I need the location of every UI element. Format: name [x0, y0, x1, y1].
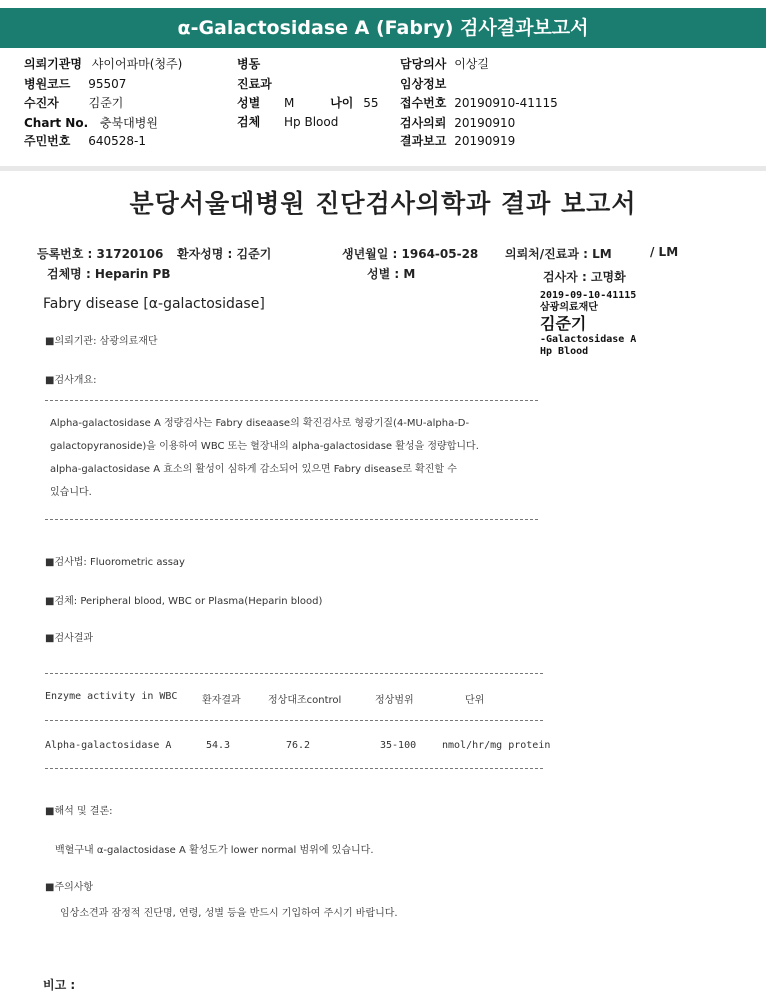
sticker-specimen: Hp Blood	[540, 346, 589, 357]
table-top-rule	[45, 673, 543, 674]
patient-name: 환자성명 : 김준기	[177, 247, 272, 261]
request-date-label: 검사의뢰	[400, 116, 447, 130]
doctor-field	[400, 56, 489, 72]
sticker-test: -Galactosidase A	[540, 334, 637, 345]
overview-line: galactopyranoside)을 이용하여 WBC 또는 혈장내의 alpha-galactosidase 활성을 정량합니다.	[50, 441, 479, 452]
registration-number: 등록번호 : 31720106	[37, 247, 164, 261]
recipient-value: 김준기	[88, 96, 124, 110]
remark-label: 비고 :	[43, 978, 76, 992]
caution-text: 임상소견과 잠정적 진단명, 연령, 성별 등을 반드시 기입하여 주시기 바랍니다.	[60, 908, 398, 919]
birth-date: 생년월일 : 1964-05-28	[342, 247, 479, 261]
institution-label: 의뢰기관명	[24, 57, 82, 71]
method-section: ■검사법: Fluorometric assay	[45, 557, 185, 568]
age-label: 나이	[330, 96, 354, 110]
table-header-unit: 단위	[465, 695, 485, 706]
sex-label: 성별	[237, 96, 261, 110]
request-date-field	[400, 115, 515, 131]
overview-label: ■검사개요:	[45, 375, 97, 386]
institution-section: ■의뢰기관: 삼광의료재단	[45, 336, 158, 347]
chart-no-value: 충북대병원	[99, 116, 158, 130]
id-number-value: 640528-1	[88, 134, 146, 148]
table-cell-control: 76.2	[286, 740, 311, 751]
request-info-header	[0, 48, 766, 168]
sex-age-field	[237, 95, 379, 111]
table-header-control: 정상대조control	[268, 695, 342, 706]
ward-label: 병동	[237, 57, 261, 71]
specimen-field	[237, 114, 338, 130]
id-number-label: 주민번호	[24, 134, 71, 148]
interpretation-label: ■해석 및 결론:	[45, 806, 113, 817]
receipt-value: 20190910-41115	[454, 96, 558, 110]
caution-label: ■주의사항	[45, 882, 94, 893]
test-name: Fabry disease [α-galactosidase]	[43, 296, 265, 312]
receipt-field	[400, 95, 558, 111]
report-date-label: 결과보고	[400, 134, 447, 148]
sticker-receipt-number: 2019-09-10-41115	[540, 290, 637, 301]
overview-line: 있습니다.	[50, 487, 92, 498]
overview-line: Alpha-galactosidase A 정량검사는 Fabry diseaase의 확진검사로 형광기질(4-MU-alpha-D-	[50, 418, 470, 429]
table-header-enzyme: Enzyme activity in WBC	[45, 691, 178, 702]
dept-label: 진료과	[237, 77, 272, 91]
table-header-range: 정상범위	[375, 695, 414, 706]
id-number-field	[24, 133, 146, 149]
table-header-result: 환자결과	[202, 695, 241, 706]
request-date-value: 20190910	[454, 116, 516, 130]
table-cell-result: 54.3	[206, 740, 231, 751]
sex-value: M	[284, 96, 295, 110]
specimen-name: 검체명 : Heparin PB	[47, 267, 171, 281]
sticker-patient-name: 김준기	[540, 314, 587, 333]
hospital-code-label: 병원코드	[24, 77, 71, 91]
specimen-value: Hp Blood	[284, 115, 339, 129]
age-value: 55	[363, 96, 379, 110]
specimen-label-sticker	[540, 290, 700, 360]
overview-text	[50, 412, 550, 504]
recipient-field	[24, 95, 123, 111]
doctor-label: 담당의사	[400, 57, 447, 71]
recipient-label: 수진자	[24, 96, 59, 110]
report-title-bar: α-Galactosidase A (Fabry) 검사결과보고서	[0, 8, 766, 48]
institution-field	[24, 56, 182, 72]
table-cell-range: 35-100	[380, 740, 417, 751]
examiner: 검사자 : 고명화	[543, 270, 626, 284]
hospital-code-field	[24, 76, 126, 92]
patient-sex: 성별 : M	[367, 267, 416, 281]
ordering-dept: 의뢰처/진료과 : LM	[505, 247, 612, 261]
result-label: ■검사결과	[45, 633, 94, 644]
specimen-section: ■검체: Peripheral blood, WBC or Plasma(Heparin blood)	[45, 596, 323, 607]
ordering-dept-secondary: / LM	[650, 245, 679, 259]
interpretation-text: 백혈구내 α-galactosidase A 활성도가 lower normal 범위에 있습니다.	[55, 845, 374, 856]
report-date-field	[400, 133, 515, 149]
lab-report-title: 분당서울대병원 진단검사의학과 결과 보고서	[129, 189, 637, 218]
table-cell-unit: nmol/hr/mg protein	[442, 740, 551, 751]
table-mid-rule	[45, 720, 543, 721]
table-bottom-rule	[45, 768, 543, 769]
specimen-label: 검체	[237, 115, 261, 129]
chart-no-label: Chart No.	[24, 116, 89, 130]
divider-line	[45, 519, 538, 520]
receipt-label: 접수번호	[400, 96, 447, 110]
institution-value: 샤이어파마(청주)	[91, 57, 183, 71]
divider-line	[45, 400, 538, 401]
hospital-code-value: 95507	[88, 77, 127, 91]
sticker-lab-name: 삼광의료재단	[540, 302, 598, 313]
chart-no-field	[24, 115, 158, 131]
overview-line: alpha-galactosidase A 효소의 활성이 심하게 감소되어 있으면 Fabry disease로 확진할 수	[50, 464, 457, 475]
clinical-info-label: 임상정보	[400, 77, 447, 91]
doctor-value: 이상길	[454, 57, 489, 71]
report-date-value: 20190919	[454, 134, 516, 148]
table-cell-enzyme: Alpha-galactosidase A	[45, 740, 172, 751]
